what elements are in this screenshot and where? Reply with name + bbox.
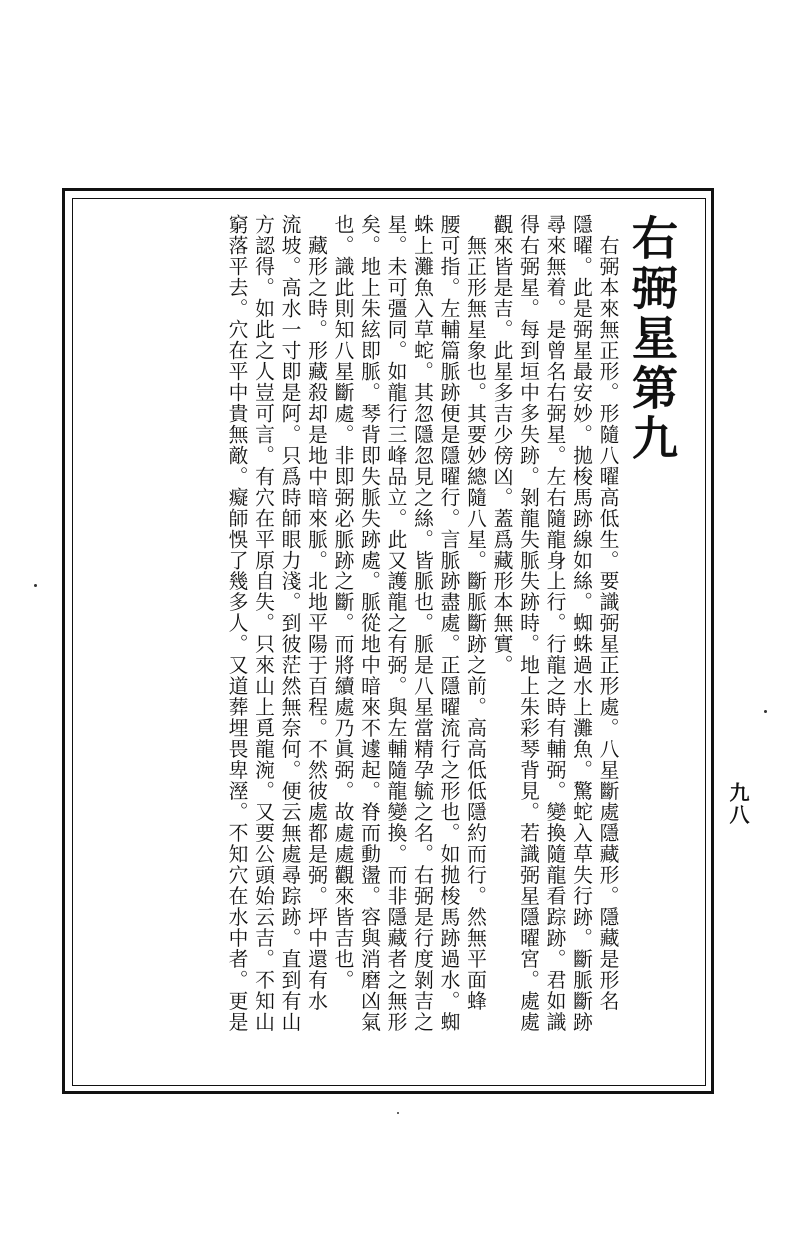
text-column: 得右弼星。每到垣中多失跡。剝龍失脈失跡時。地上朱彩琴背見。若識弼星隱曜宮。處處 xyxy=(516,214,540,1033)
text-column: 藏形之時。形藏殺却是地中暗來脈。北地平陽于百程。不然彼處都是弼。坪中還有水 xyxy=(304,214,328,1012)
text-body xyxy=(84,214,682,1074)
text-column: 窮落平去。穴在平中貴無敵。癡師悞了幾多人。又道葬埋畏卑溼。不知穴在水中者。更是 xyxy=(225,214,248,1033)
page-number: 九八 xyxy=(726,782,750,826)
scan-speck xyxy=(34,584,37,587)
scan-speck xyxy=(397,1112,399,1114)
chapter-title: 右弼星第九 xyxy=(625,214,679,464)
text-column: 星。未可彊同。如龍行三峰品立。此又護龍之有弼。與左輔隨龍變換。而非隱藏者之無形 xyxy=(384,214,407,1033)
text-column: 蛛上灘魚入草蛇。其忽隱忽見之絲。皆脈也。脈是八星當精孕毓之名。右弼是行度剝吉之 xyxy=(410,214,434,1033)
scan-speck xyxy=(764,710,767,713)
text-column: 隱曜。此是弼星最安妙。拋梭馬跡線如絲。蜘蛛過水上灘魚。驚蛇入草失行跡。斷脈斷跡 xyxy=(569,214,593,1033)
text-column: 方認得。如此之人豈可言。有穴在平原自失。只來山上覓龍涴。又要公頭始云吉。不知山 xyxy=(251,214,275,1033)
text-column: 腰可指。左輔篇脈跡便是隱曜行。言脈跡盡處。正隱曜流行之形也。如拋梭馬跡過水。蜘 xyxy=(437,214,460,1033)
text-column: 尋來無着。是曾名右弼星。左右隨龍身上行。行龍之時有輔弼。變換隨龍看踪跡。君如識 xyxy=(543,214,566,1033)
text-column: 流坡。高水一寸即是阿。只爲時師眼力淺。到彼茫然無奈何。便云無處尋踪跡。直到有山 xyxy=(278,214,301,1033)
text-column: 無正形無星象也。其要妙總隨八星。斷脈斷跡之前。高高低低隱約而行。然無平面蜂 xyxy=(463,214,487,1012)
text-column: 矣。地上朱絃即脈。琴背即失脈失跡處。脈從地中暗來不遽起。脊而動盪。容與消磨凶氣 xyxy=(357,214,381,1033)
text-column: 觀來皆是吉。此星多吉少傍凶。蓋爲藏形本無實。 xyxy=(490,214,513,676)
text-column: 也。識此則知八星斷處。非即弼必脈跡之斷。而將續處乃眞弼。故處處觀來皆吉也。 xyxy=(331,214,354,991)
text-column: 右弼本來無正形。形隨八曜高低生。要識弼星正形處。八星斷處隱藏形。隱藏是形名 xyxy=(596,214,619,1012)
